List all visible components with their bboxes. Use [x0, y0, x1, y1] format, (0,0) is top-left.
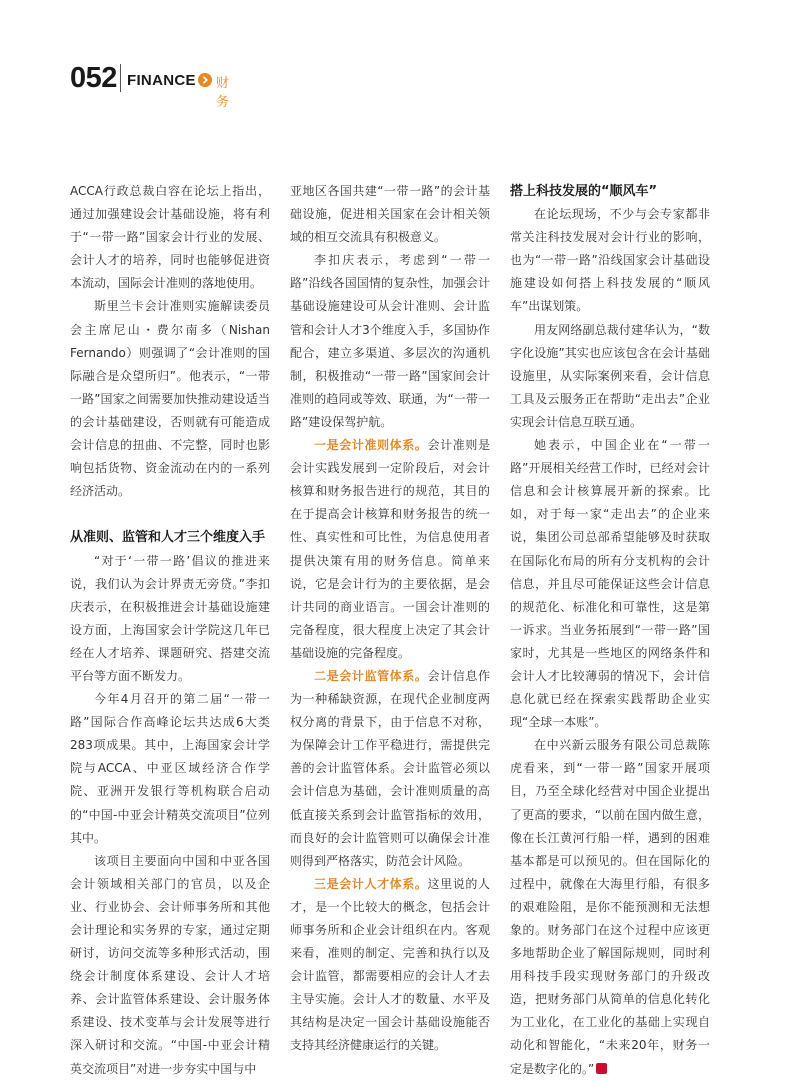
highlight-lead: 二是会计监管体系。 — [314, 668, 428, 683]
paragraph: 斯里兰卡会计准则实施解读委员会主席尼山・费尔南多（Nishan Fernando）则强调了“会计准则的国际融合是众望所归”。他表示，“一带一路”国家之间需要加快推动建设适当的会计基础建设，否则就有可能造成会计信息的扭曲、不完整，同时也影响包括货物、资金流动在内的一系列经济活动。 — [70, 299, 270, 499]
paragraph: “对于‘一带一路’倡议的推进来说，我们认为会计界责无旁贷。”李扣庆表示，在积极推进会计基础设施建设方面，上海国家会计学院这几年已经在人才培养、课题研究、搭建交流平台等方面不断发力。 — [70, 553, 270, 683]
paragraph: 亚地区各国共建“一带一路”的会计基础设施，促进相关国家在会计相关领域的相互交流具有积极意义。 — [290, 184, 490, 245]
article-column-3 — [510, 180, 710, 1081]
paragraph: 一是会计准则体系。会计准则是会计实践发展到一定阶段后，对会计核算和财务报告进行的规范，其目的在于提高会计核算和财务报告的统一性、真实性和可比性，为信息使用者提供决策有用的财务信息。简单来说，它是会计行为的主要依据，是会计共同的商业语言。一国会计准则的完备程度，很大程度上决定了其会计基础设施的完备程度。 — [290, 438, 490, 660]
section-title: FINANCE — [127, 72, 196, 89]
highlight-lead: 三是会计人才体系。 — [314, 876, 428, 891]
page-number: 052 — [70, 62, 117, 94]
paragraph: 该项目主要面向中国和中亚各国会计领域相关部门的官员，以及企业、行业协会、会计师事务所和其他会计理论和实务界的专家，通过定期研讨，访问交流等多种形式活动，围绕会计制度体系建设、会计人才培养、会计监管体系建设、会计服务体系建设、技术变革与会计发展等进行深入研讨和交流。“中国-中亚会计精英交流项目”对进一步夯实中国与中 — [70, 853, 270, 1076]
paragraph: 李扣庆表示，考虑到“一带一路”沿线各国国情的复杂性，加强会计基础设施建设可从会计准则、会计监管和会计人才3个维度入手，多国协作配合，建立多渠道、多层次的沟通机制，积极推动“一带一路”国家间会计准则的趋同或等效、联通，为“一带一路”建设保驾护航。 — [290, 253, 490, 429]
header-divider — [120, 64, 121, 92]
paragraph: 三是会计人才体系。这里说的人才，是一个比较大的概念，包括会计师事务所和企业会计组织在内。客观来看，准则的制定、完善和执行以及会计监管，都需要相应的会计人才去主导实施。会计人才的数量、水平及其结构是决定一国会计基础设施能否支持其经济健康运行的关键。 — [290, 876, 490, 1053]
paragraph: 在论坛现场，不少与会专家都非常关注科技发展对会计行业的影响，也为“一带一路”沿线国家会计基础设施建设如何搭上科技发展的“顺风车”出谋划策。 — [510, 207, 710, 314]
article-column-2 — [290, 180, 490, 1058]
paragraph: ACCA行政总裁白容在论坛上指出，通过加强建设会计基础设施，将有利于“一带一路”国家会计行业的发展、会计人才的培养，同时也能够促进资本流动，国际会计准则的落地使用。 — [70, 184, 270, 291]
highlight-lead: 一是会计准则体系。 — [314, 438, 428, 453]
paragraph: 她表示，中国企业在“一带一路”开展相关经营工作时，已经对会计信息和会计核算展开新的探索。比如，对于每一家“走出去”的企业来说，集团公司总部希望能够及时获取在国际化布局的所有分支机构的会计信息，并且尽可能保证这些会计信息的规范化、标准化和可靠性，这是第一诉求。当业务拓展到“一带一路”国家时，尤其是一些地区的网络条件和会计人才比较薄弱的情况下，会计信息化就已经在探索实践帮助企业实现“全球一本账”。 — [510, 438, 710, 730]
paragraph: 用友网络副总裁付建华认为，“数字化设施”其实也应该包含在会计基础设施里，从实际案例来看，会计信息工具及云服务正在帮助“走出去”企业实现会计信息互联互通。 — [510, 322, 710, 429]
section-title-cn: 财务 — [216, 76, 230, 110]
paragraph: 在中兴新云服务有限公司总裁陈虎看来，到“一带一路”国家开展项目，乃至全球化经营对中国企业提出了更高的要求，“以前在国内做生意，像在长江黄河行船一样，遇到的困难基本都是可以预见的。但在国际化的过程中，就像在大海里行船，有很多的艰难险阻，是你不能预测和无法想象的。财务部门在这个过程中应该更多地帮助企业了解国际规则，同时利用科技手段实现财务部门的升级改造，把财务部门从简单的信息化转化为工业化，在工业化的基础上实现自动化和智能化，“未来20年，财务一定是数字化的。” — [510, 738, 710, 1076]
paragraph: 二是会计监管体系。会计信息作为一种稀缺资源，在现代企业制度两权分离的背景下，由于信息不对称，为保障会计工作平稳进行，需提供完善的会计监管体系。会计监管必须以会计信息为基础，会计准则质量的高低直接关系到会计监管指标的效用，而良好的会计监管则可以确保会计准则得到严格落实，防范会计风险。 — [290, 668, 490, 868]
article-column-1 — [70, 180, 270, 1081]
section-heading: 搭上科技发展的“顺风车” — [510, 184, 658, 199]
section-heading: 从准则、监管和人才三个维度入手 — [70, 530, 266, 546]
paragraph: 今年4月召开的第二届“一带一路”国际合作高峰论坛共达成6大类283项成果。其中，上海国家会计学院与ACCA、中亚区域经济合作学院、亚洲开发银行等机构联合启动的“中国-中亚会计精英交流项目”位列其中。 — [70, 692, 270, 845]
chevron-right-icon — [198, 73, 212, 87]
